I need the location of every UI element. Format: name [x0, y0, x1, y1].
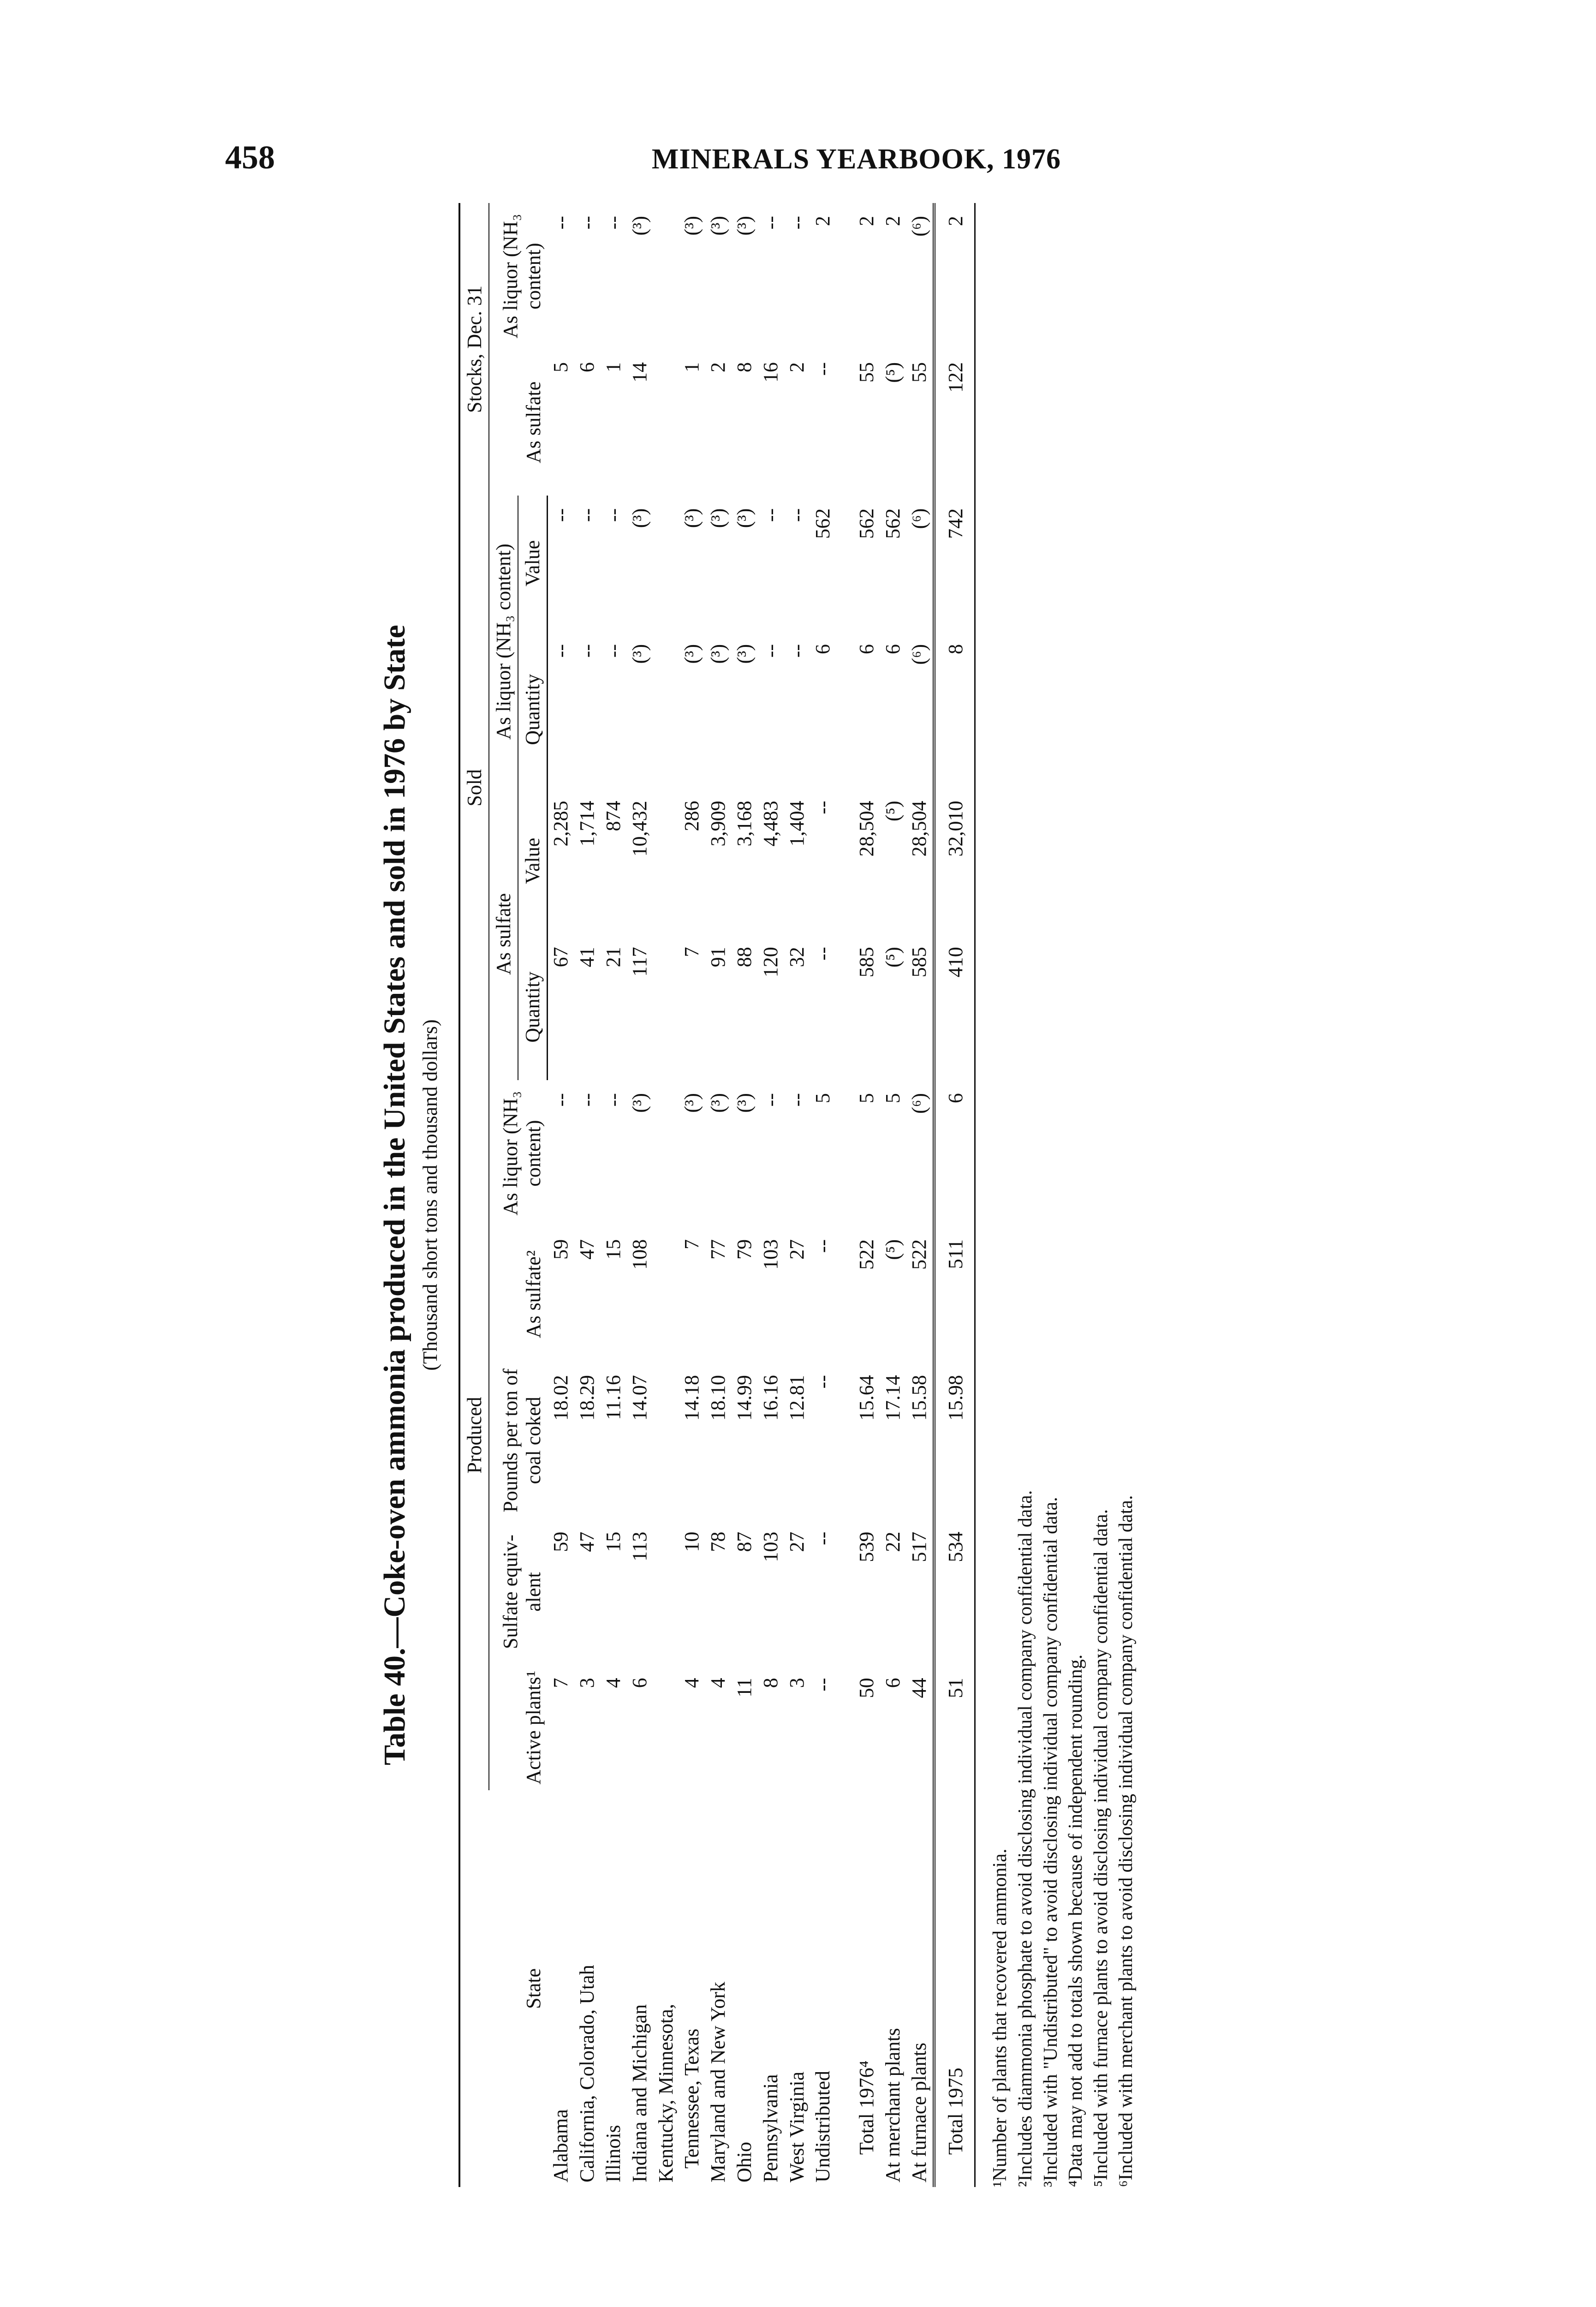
value-cell: (⁵)	[881, 1239, 904, 1260]
state-cell: Illinois	[601, 2125, 625, 2182]
value-cell: 2	[855, 216, 878, 226]
value-cell: --	[549, 1093, 572, 1107]
value-cell: --	[811, 362, 834, 376]
value-cell: (³)	[732, 644, 756, 664]
value-cell: 27	[785, 1531, 808, 1552]
table-row	[705, 203, 732, 2187]
value-cell: 6	[881, 1678, 904, 1688]
value-cell: 522	[907, 1239, 930, 1270]
value-cell: 562	[855, 508, 878, 539]
value-cell: 14.18	[680, 1375, 703, 1421]
value-cell: (³)	[707, 644, 730, 664]
value-cell: 10	[680, 1531, 703, 1552]
header-sold-as-sulfate: As sulfate	[489, 788, 518, 1080]
value-cell: 511	[934, 1226, 975, 1362]
value-cell: 91	[707, 947, 730, 968]
value-cell: 15.58	[907, 1375, 930, 1421]
state-cell: Total 1976⁴	[855, 2060, 878, 2155]
value-cell: 517	[907, 1531, 930, 1562]
value-cell: 103	[759, 1531, 782, 1562]
value-cell: --	[811, 1375, 834, 1389]
value-cell: 6	[934, 1080, 975, 1226]
state-cell: West Virginia	[785, 2071, 808, 2182]
value-cell: 3	[785, 1678, 808, 1688]
value-cell	[653, 496, 679, 631]
value-cell: (⁶)	[907, 644, 930, 665]
value-cell: 103	[759, 1239, 782, 1270]
value-cell	[653, 1362, 679, 1518]
value-cell: 2	[881, 216, 904, 226]
value-cell: --	[601, 644, 625, 658]
value-cell: --	[811, 1239, 834, 1253]
value-cell	[653, 1665, 679, 1790]
value-cell: --	[759, 644, 782, 658]
value-cell: 18.02	[549, 1375, 572, 1421]
value-cell: 1,404	[785, 801, 808, 847]
value-cell: 50	[855, 1678, 878, 1698]
table-row	[810, 203, 836, 2187]
state-cell: Kentucky, Minnesota,	[654, 2004, 677, 2182]
value-cell	[653, 631, 679, 788]
value-cell: 4	[601, 1678, 625, 1688]
value-cell: 10,432	[628, 801, 651, 857]
state-cell: Ohio	[732, 2142, 756, 2182]
value-cell: 47	[576, 1531, 599, 1552]
table-body	[548, 203, 975, 2187]
rotated-table-block	[378, 203, 1185, 2187]
state-cell: California, Colorado, Utah	[576, 1965, 599, 2182]
value-cell: (³)	[628, 1093, 651, 1113]
header-sulfate-quantity: Quantity	[518, 934, 548, 1080]
value-cell	[653, 934, 679, 1080]
value-cell	[653, 203, 679, 349]
value-cell	[653, 1226, 679, 1362]
header-stocks-as-sulfate: As sulfate	[522, 381, 545, 463]
value-cell: --	[601, 508, 625, 522]
value-cell: 286	[680, 801, 703, 831]
state-cell: Pennsylvania	[759, 2074, 782, 2182]
header-pounds-per-ton: Pounds per ton of coal coked	[499, 1369, 545, 1512]
footnote-4: ⁴Data may not add to totals shown because of independent rounding.	[1065, 1654, 1087, 2187]
value-cell: 108	[628, 1239, 651, 1270]
value-cell: 14	[628, 362, 651, 383]
value-cell: --	[811, 1678, 834, 1691]
value-cell: 7	[680, 1239, 703, 1249]
value-cell: 6	[855, 644, 878, 654]
table-row	[934, 203, 975, 2187]
value-cell: 1,714	[576, 801, 599, 847]
value-cell: 562	[811, 508, 834, 539]
state-cell: Tennessee, Texas	[680, 2028, 703, 2169]
value-cell: (³)	[628, 644, 651, 664]
table-row	[653, 203, 679, 2187]
value-cell: 27	[785, 1239, 808, 1260]
table-row	[758, 203, 784, 2187]
header-as-liquor-produced: As liquor (NH₃ content)	[499, 1091, 545, 1216]
table-row	[880, 203, 906, 2187]
value-cell: --	[601, 1093, 625, 1107]
value-cell: (³)	[680, 644, 703, 664]
value-cell: 88	[732, 947, 756, 968]
header-produced: Produced	[459, 1080, 489, 1790]
value-cell: 5	[549, 362, 572, 372]
value-cell: --	[785, 644, 808, 658]
value-cell: (³)	[680, 216, 703, 236]
value-cell: --	[759, 1093, 782, 1107]
table-row	[836, 203, 880, 2187]
value-cell: (³)	[732, 508, 756, 528]
value-cell: 120	[759, 947, 782, 978]
value-cell: 47	[576, 1239, 599, 1260]
footnote-5: ⁵Included with furnace plants to avoid disclosing individual company confidential data.	[1090, 1509, 1112, 2187]
value-cell: 3,909	[707, 801, 730, 847]
header-stocks: Stocks, Dec. 31	[459, 203, 489, 496]
value-cell: 117	[628, 947, 651, 977]
value-cell: 21	[601, 947, 625, 968]
header-liquor-quantity: Quantity	[518, 631, 548, 788]
value-cell: 32	[785, 947, 808, 968]
table-row	[548, 203, 574, 2187]
footnote-3: ³Included with "Undistributed" to avoid disclosing individual company confidential data.	[1040, 1497, 1061, 2187]
value-cell: 8	[759, 1678, 782, 1688]
header-sold: Sold	[459, 496, 489, 1080]
state-cell: Indiana and Michigan	[628, 2004, 651, 2182]
footnote-6: ⁶Included with merchant plants to avoid disclosing individual company confidential data.	[1115, 1495, 1137, 2187]
value-cell: 55	[855, 362, 878, 383]
value-cell: --	[811, 801, 834, 814]
header-active-plants: Active plants¹	[522, 1670, 545, 1785]
ammonia-table	[459, 203, 976, 2187]
value-cell: (³)	[680, 1093, 703, 1113]
value-cell: 12.81	[785, 1375, 808, 1421]
value-cell: 28,504	[855, 801, 878, 857]
value-cell: 5	[811, 1093, 834, 1104]
value-cell: (⁵)	[881, 801, 904, 822]
value-cell: 4	[680, 1678, 703, 1688]
value-cell: (³)	[680, 508, 703, 528]
value-cell: 18.10	[707, 1375, 730, 1421]
value-cell: 5	[881, 1093, 904, 1104]
value-cell: (⁵)	[881, 947, 904, 968]
header-liquor-value: Value	[518, 496, 548, 631]
value-cell: 742	[934, 496, 975, 631]
value-cell: 16	[759, 362, 782, 383]
value-cell: (⁶)	[907, 1093, 930, 1114]
value-cell: --	[549, 644, 572, 658]
value-cell: 874	[601, 801, 625, 831]
value-cell: 15.98	[934, 1362, 975, 1518]
value-cell: --	[549, 508, 572, 522]
table-row	[601, 203, 627, 2187]
value-cell: (³)	[732, 216, 756, 236]
value-cell: --	[576, 508, 599, 522]
value-cell: 4,483	[759, 801, 782, 847]
value-cell: 6	[881, 644, 904, 654]
table-row	[906, 203, 934, 2187]
value-cell: 41	[576, 947, 599, 968]
value-cell: 11	[732, 1678, 756, 1697]
value-cell: 2	[934, 203, 975, 349]
footnotes	[988, 203, 1139, 2187]
value-cell: 410	[934, 934, 975, 1080]
table-row	[627, 203, 653, 2187]
value-cell: 534	[934, 1519, 975, 1665]
value-cell: 79	[732, 1239, 756, 1260]
value-cell: 539	[855, 1531, 878, 1562]
value-cell: 1	[601, 362, 625, 372]
value-cell: --	[549, 216, 572, 230]
value-cell: 59	[549, 1239, 572, 1260]
header-sulfate-value: Value	[518, 788, 548, 934]
value-cell: 113	[628, 1531, 651, 1561]
value-cell: --	[576, 1093, 599, 1107]
value-cell: 32,010	[934, 788, 975, 934]
value-cell: 5	[855, 1093, 878, 1104]
table-row	[784, 203, 810, 2187]
value-cell: 3	[576, 1678, 599, 1688]
value-cell: (³)	[707, 508, 730, 528]
state-cell: At furnace plants	[907, 2043, 930, 2182]
value-cell: 15	[601, 1239, 625, 1260]
value-cell: 8	[732, 362, 756, 372]
header-sold-as-liquor: As liquor (NH₃ content)	[489, 496, 518, 788]
value-cell: --	[576, 216, 599, 230]
page-number: 458	[225, 139, 275, 176]
value-cell: 87	[732, 1531, 756, 1552]
value-cell: (⁵)	[881, 362, 904, 383]
value-cell: (³)	[707, 216, 730, 236]
value-cell: 2	[811, 216, 834, 226]
value-cell: 14.99	[732, 1375, 756, 1421]
value-cell: 585	[907, 947, 930, 978]
value-cell: 585	[855, 947, 878, 978]
value-cell: 1	[680, 362, 703, 372]
table-title: Table 40.—Coke-oven ammonia produced in the United States and sold in 1976 by State	[378, 625, 411, 1765]
value-cell: 16.16	[759, 1375, 782, 1421]
value-cell: --	[785, 216, 808, 230]
value-cell	[653, 349, 679, 496]
value-cell	[653, 1080, 679, 1226]
value-cell: --	[759, 508, 782, 522]
value-cell	[653, 1519, 679, 1665]
footnote-1: ¹Number of plants that recovered ammonia.	[989, 1848, 1011, 2187]
value-cell: (³)	[628, 216, 651, 236]
value-cell: 8	[934, 631, 975, 788]
value-cell: 17.14	[881, 1375, 904, 1421]
value-cell: 122	[934, 349, 975, 496]
table-row	[679, 203, 705, 2187]
value-cell: 3,168	[732, 801, 756, 847]
value-cell: --	[811, 947, 834, 961]
value-cell: --	[759, 216, 782, 230]
value-cell: 15	[601, 1531, 625, 1552]
value-cell: 18.29	[576, 1375, 599, 1421]
value-cell: 6	[811, 644, 834, 654]
value-cell: 2,285	[549, 801, 572, 847]
value-cell: 51	[934, 1665, 975, 1790]
value-cell: 67	[549, 947, 572, 968]
value-cell: (⁶)	[907, 216, 930, 237]
value-cell: (⁶)	[907, 508, 930, 529]
value-cell: 11.16	[601, 1375, 625, 1420]
running-title: MINERALS YEARBOOK, 1976	[651, 143, 1061, 175]
value-cell: (³)	[628, 508, 651, 528]
value-cell: 44	[907, 1678, 930, 1698]
value-cell: 28,504	[907, 801, 930, 857]
header-state: State	[459, 1790, 548, 2187]
header-sulfate-equiv: Sulfate equiv-alent	[499, 1534, 545, 1650]
value-cell: 2	[785, 362, 808, 372]
state-cell: Alabama	[549, 2109, 572, 2182]
table-row	[732, 203, 758, 2187]
state-cell: Undistributed	[811, 2071, 834, 2182]
value-cell: 562	[881, 508, 904, 539]
value-cell: 55	[907, 362, 930, 383]
value-cell: --	[811, 1531, 834, 1545]
value-cell: 78	[707, 1531, 730, 1552]
value-cell: 522	[855, 1239, 878, 1270]
value-cell: --	[785, 1093, 808, 1107]
table-subtitle: (Thousand short tons and thousand dollars)	[418, 1019, 441, 1371]
value-cell: 15.64	[855, 1375, 878, 1421]
value-cell: 77	[707, 1239, 730, 1260]
state-cell: Maryland and New York	[707, 1981, 730, 2182]
value-cell: 4	[707, 1678, 730, 1688]
value-cell: 22	[881, 1531, 904, 1552]
value-cell: 7	[680, 947, 703, 957]
value-cell: 6	[576, 362, 599, 372]
table-row	[574, 203, 601, 2187]
value-cell: 7	[549, 1678, 572, 1688]
value-cell	[653, 788, 679, 934]
header-stocks-as-liquor: As liquor (NH₃ content)	[499, 214, 545, 339]
value-cell: (³)	[732, 1093, 756, 1113]
state-cell: At merchant plants	[881, 2028, 904, 2182]
footnote-2: ²Includes diammonia phosphate to avoid disclosing individual company confidential data.	[1014, 1490, 1036, 2187]
value-cell: --	[601, 216, 625, 230]
header-as-sulfate-produced: As sulfate²	[522, 1250, 545, 1339]
value-cell: (³)	[707, 1093, 730, 1113]
value-cell: 2	[707, 362, 730, 372]
value-cell: 59	[549, 1531, 572, 1552]
state-cell: Total 1975	[934, 1790, 975, 2187]
value-cell: --	[785, 508, 808, 522]
value-cell: --	[576, 644, 599, 658]
value-cell: 6	[628, 1678, 651, 1688]
value-cell: 14.07	[628, 1375, 651, 1421]
